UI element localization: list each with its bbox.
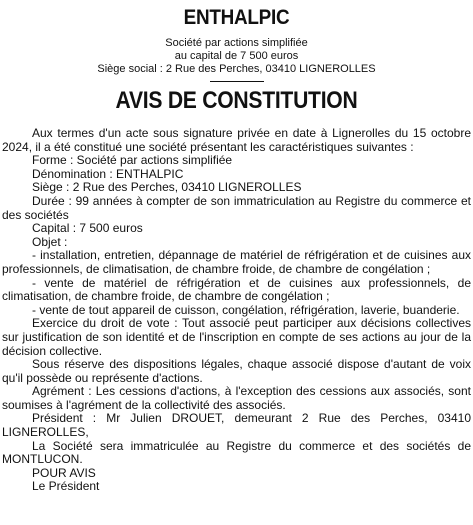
signatory-line: Le Président [32,479,100,494]
approval-paragraph: Agrément : Les cessions d'actions, à l'exception des cessions aux associés, sont soumises à l'agrément de la collectivité des associés. [2,384,471,412]
president-paragraph: Président : Mr Julien DROUET, demeurant 2 Rue des Perches, 03410 LIGNEROLLES, [2,411,471,440]
capital-line: Capital : 7 500 euros [32,221,143,236]
voting-rights-paragraph: Exercice du droit de vote : Tout associé peut participer aux décisions collectives sur justification de son identité et de l'inscription en compte de ses actions au jour de la décision collective. [2,316,471,358]
form-line: Forme : Société par actions simplifiée [32,153,233,168]
notice-body [2,127,471,494]
purpose-item: - installation, entretien, dépannage de matériel de réfrigération et de cuisines aux professionnels, de climatisation, de chambre froide, de chambre de congélation ; [2,248,471,276]
company-name: ENTHALPIC [183,6,290,29]
legal-form: Société par actions simplifiée [165,37,308,49]
divider [210,81,264,82]
denomination-line: Dénomination : ENTHALPIC [32,166,184,181]
purpose-item: - vente de tout appareil de cuisson, congélation, réfrigération, laverie, buanderie. [32,302,460,317]
registered-office: Siège social : 2 Rue des Perches, 03410 LIGNEROLLES [97,63,376,75]
duration-line: Durée : 99 années à compter de son immatriculation au Registre du commerce et des sociétés [2,193,471,222]
closing-line: POUR AVIS [32,465,96,480]
notice-title: AVIS DE CONSTITUTION [115,87,358,114]
registration-paragraph: La Société sera immatriculée au Registre du commerce et des sociétés de MONTLUCON. [2,438,471,467]
intro-paragraph: Aux termes d'un acte sous signature privée en date à Lignerolles du 15 octobre 2024, il a été constitué une société présentant les caractéristiques suivantes : [2,126,471,154]
share-capital: au capital de 7 500 euros [174,50,299,62]
seat-line: Siège : 2 Rue des Perches, 03410 LIGNEROLLES [32,180,302,195]
purpose-item: - vente de matériel de réfrigération et de cuisines aux professionnels, de climatisation, de chambre froide, de chambre de congélation ; [2,275,471,304]
purpose-heading: Objet : [32,234,68,249]
votes-paragraph: Sous réserve des dispositions légales, chaque associé dispose d'autant de voix qu'il possède ou représente d'actions. [2,357,471,385]
